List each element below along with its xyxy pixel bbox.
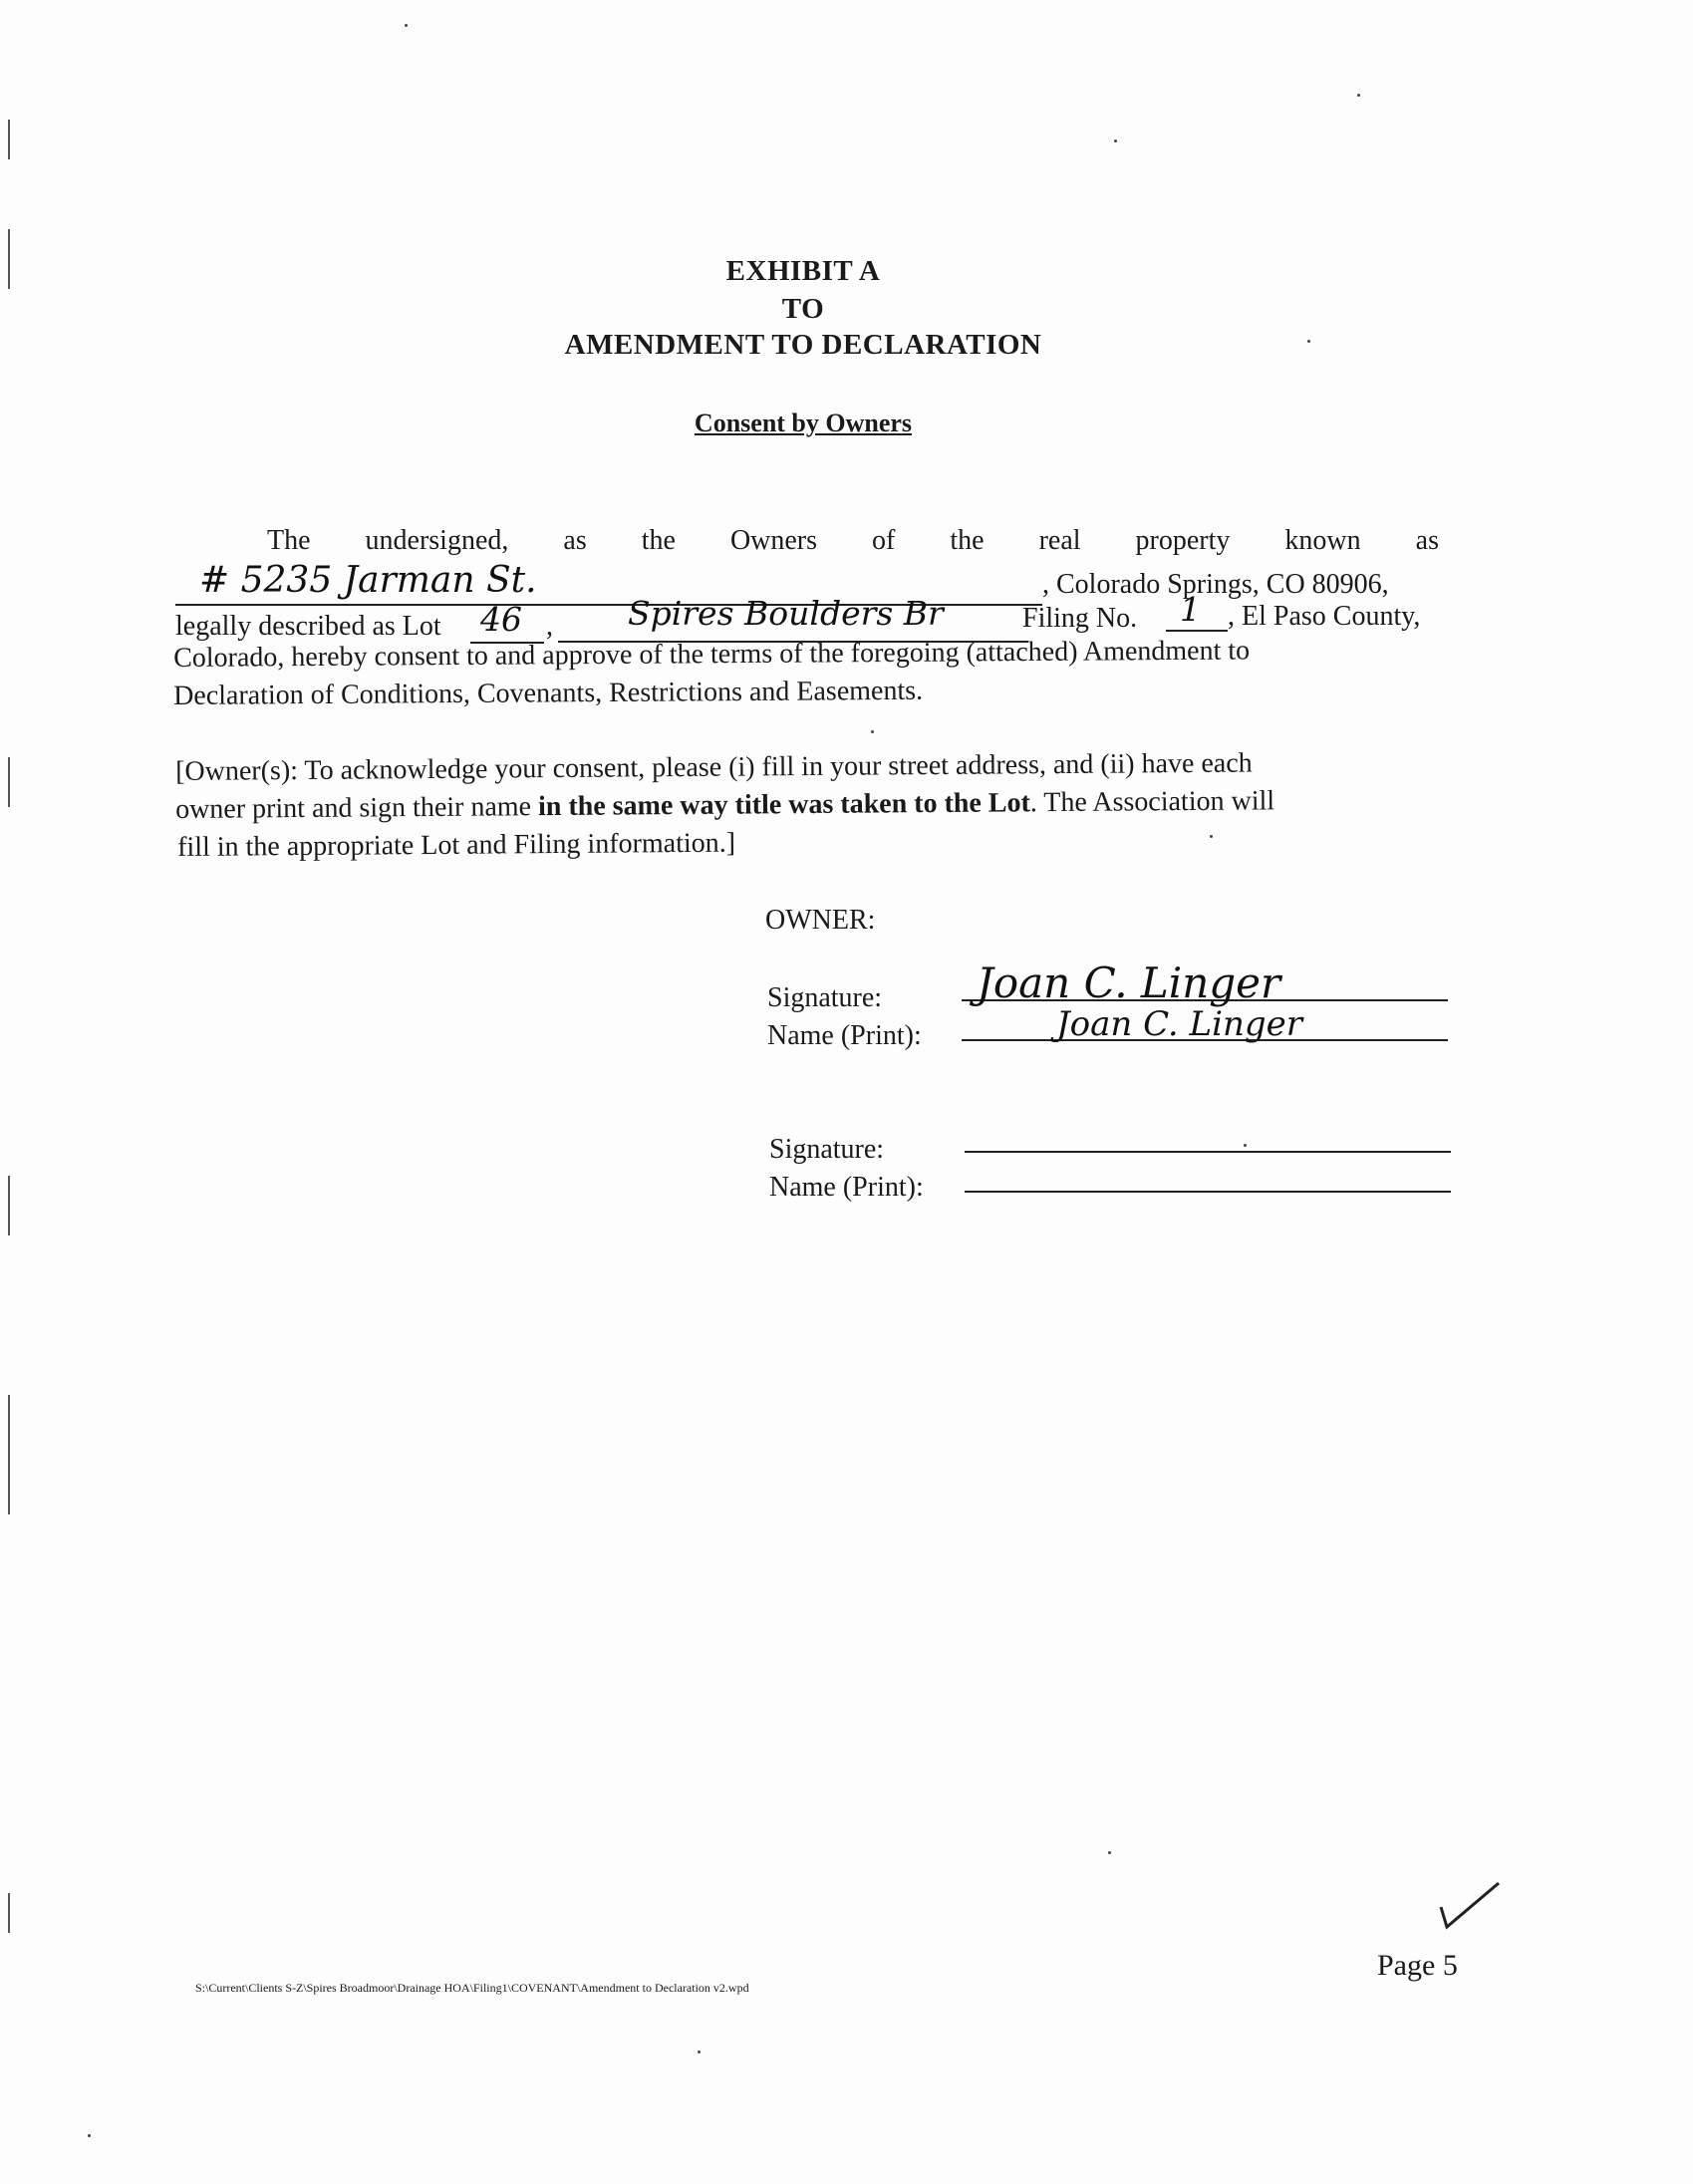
paragraph2-line1: [Owner(s): To acknowledge your consent, please (i) fill in your street address, and (ii) have each <box>175 747 1253 787</box>
word: the <box>641 525 676 556</box>
scan-edge-mark <box>8 757 10 807</box>
paragraph2-line2-a: owner print and sign their name <box>175 791 539 825</box>
scan-edge-mark <box>8 120 10 159</box>
word: The <box>267 525 311 556</box>
word: property <box>1135 525 1231 556</box>
handwritten-subdivision: Spires Boulders Br <box>628 594 944 633</box>
word: of <box>872 525 896 556</box>
scan-speck <box>1114 139 1117 142</box>
checkmark-icon <box>1435 1877 1505 1937</box>
paragraph1-line1 <box>267 525 1439 557</box>
handwritten-signature: Joan C. Linger <box>977 958 1281 1007</box>
signature-label-2: Signature: <box>769 1134 885 1165</box>
handwritten-address: # 5235 Jarman St. <box>199 560 537 601</box>
paragraph2-line2-b: . The Association will <box>1029 785 1275 819</box>
scan-speck <box>1244 1144 1247 1147</box>
scan-speck <box>1357 94 1360 97</box>
lot-comma: , <box>546 611 553 642</box>
signature-line-2 <box>965 1151 1451 1153</box>
scan-edge-mark <box>8 1176 10 1235</box>
scan-speck <box>1307 340 1310 343</box>
word: undersigned, <box>365 525 509 556</box>
paragraph2-line2 <box>175 782 1274 828</box>
word: as <box>1415 525 1439 556</box>
scan-speck <box>698 2050 701 2053</box>
name-print-label-2: Name (Print): <box>769 1172 924 1203</box>
address-suffix: , Colorado Springs, CO 80906, <box>1042 569 1389 600</box>
scan-edge-mark <box>8 1395 10 1514</box>
file-path: S:\Current\Clients S-Z\Spires Broadmoor\Drainage HOA\Filing1\COVENANT\Amendment to Declaration v2.wpd <box>195 1981 749 1995</box>
exhibit-title: EXHIBIT A <box>725 255 881 287</box>
amendment-title: AMENDMENT TO DECLARATION <box>564 329 1042 361</box>
paragraph1-line4: Colorado, hereby consent to and approve of the terms of the foregoing (attached) Amendment to <box>173 635 1251 674</box>
paragraph2-line2-bold: in the same way title was taken to the Lot <box>537 787 1030 823</box>
word: the <box>950 525 985 556</box>
word: Owners <box>729 525 818 556</box>
consent-subtitle: Consent by Owners <box>694 409 913 437</box>
name-print-line-2 <box>965 1191 1451 1193</box>
filing-label: Filing No. <box>1022 603 1138 634</box>
signature-label-1: Signature: <box>767 982 883 1013</box>
owner-heading: OWNER: <box>765 905 876 936</box>
paragraph1-line5: Declaration of Conditions, Covenants, Restrictions and Easements. <box>173 675 924 711</box>
scan-speck <box>1210 835 1213 838</box>
scan-speck <box>871 730 874 733</box>
word: as <box>563 525 587 556</box>
scan-edge-mark <box>8 229 10 289</box>
lot-prefix: legally described as Lot <box>175 611 441 642</box>
handwritten-lot: 46 <box>480 600 522 639</box>
word: known <box>1284 525 1361 556</box>
scan-speck <box>405 24 408 27</box>
page-number: Page 5 <box>1377 1949 1458 1982</box>
name-print-label-1: Name (Print): <box>767 1020 922 1051</box>
handwritten-filing: 1 <box>1180 590 1201 629</box>
paragraph2-line3: fill in the appropriate Lot and Filing information.] <box>177 827 736 863</box>
handwritten-print-name: Joan C. Linger <box>1056 1004 1302 1044</box>
filing-suffix: , El Paso County, <box>1228 601 1421 632</box>
scan-speck <box>1108 1851 1111 1854</box>
word: real <box>1038 525 1081 556</box>
exhibit-to: TO <box>781 293 825 325</box>
scan-speck <box>88 2134 91 2137</box>
scan-edge-mark <box>8 1893 10 1933</box>
